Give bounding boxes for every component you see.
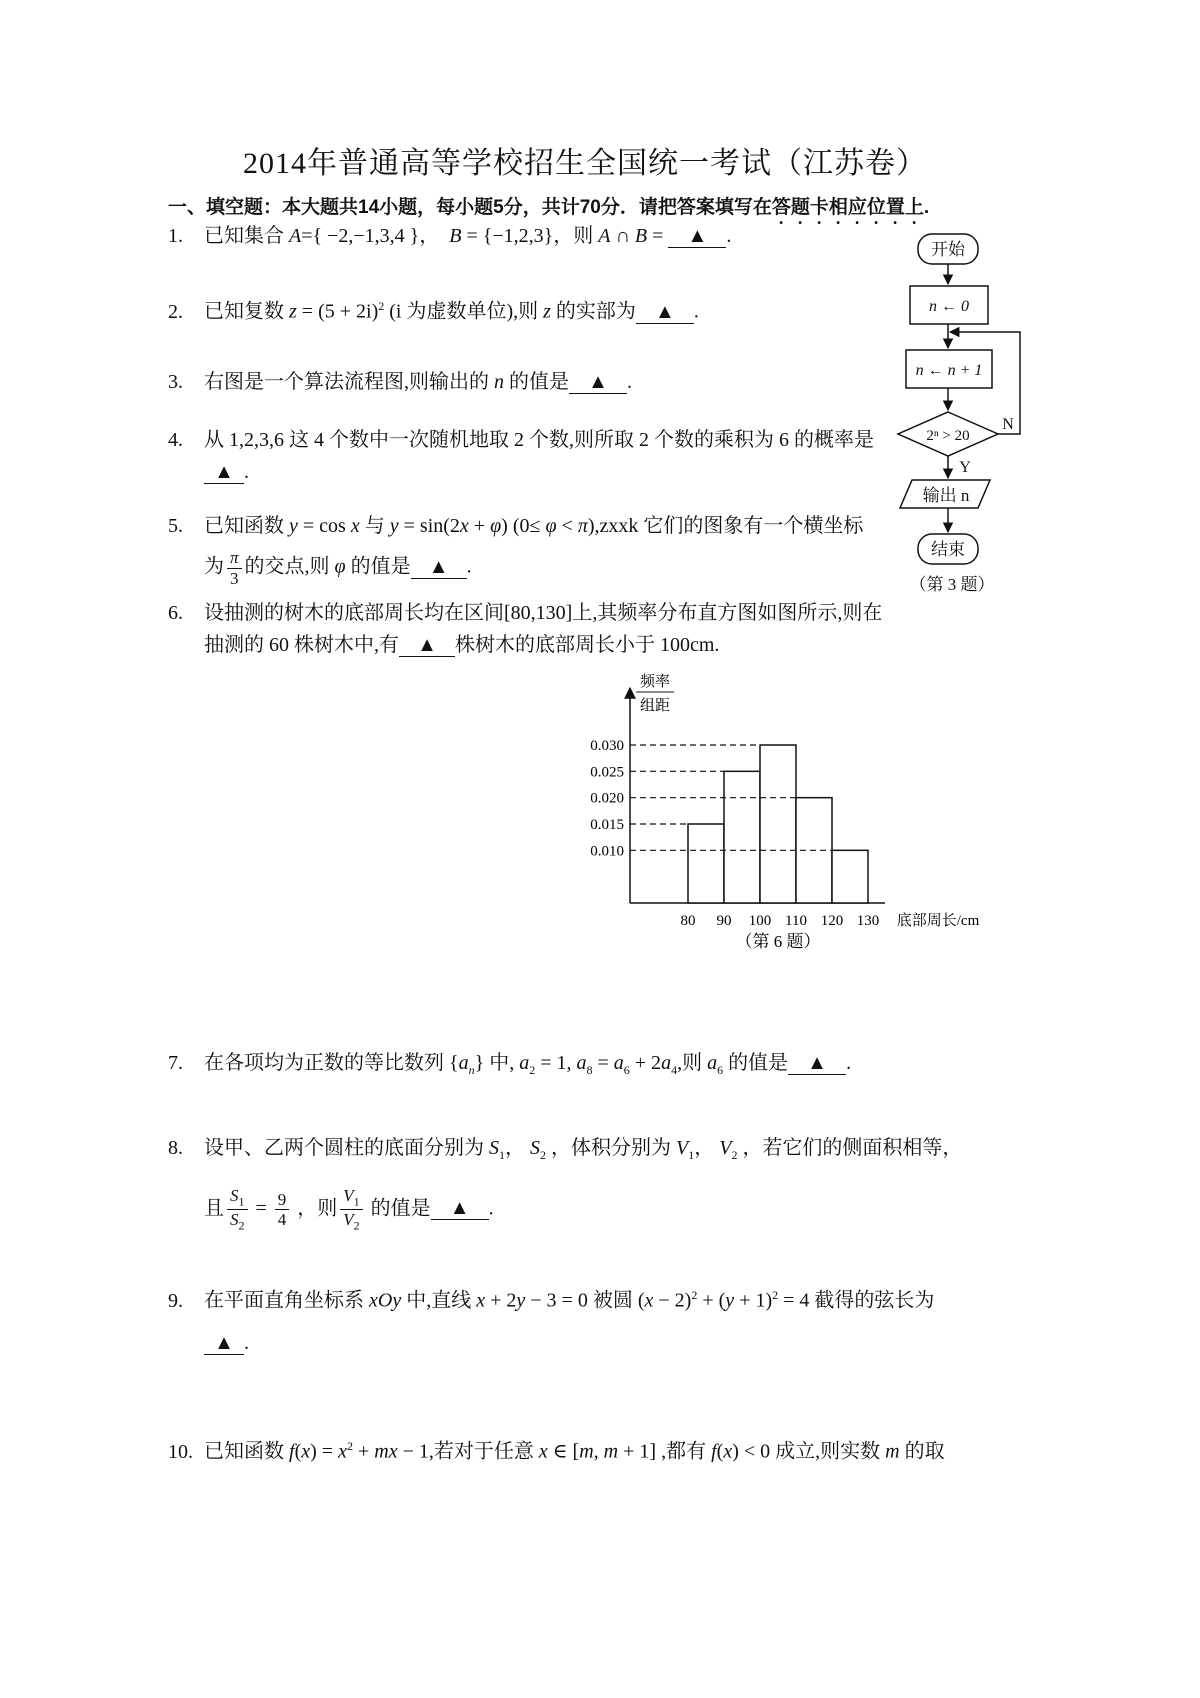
- histogram-y-tick-label: 0.015: [590, 817, 624, 833]
- answer-blank: ▲: [204, 1333, 244, 1355]
- histogram-y-tick-label: 0.010: [590, 843, 624, 860]
- section-heading-lead: 一、填空题：本大题共14小题，每小题5分，共计70分．请把答案填写在: [168, 197, 772, 218]
- question-6: 6. 设抽测的树木的底部周长均在区间[80,130]上,其频率分布直方图如图所示,则在: [168, 602, 883, 624]
- answer-blank: ▲: [636, 302, 694, 324]
- histogram-x-tick-label: 90: [716, 913, 732, 929]
- answer-blank: ▲: [431, 1198, 489, 1220]
- histogram-bar: [724, 771, 760, 903]
- question-7: 7. 在各项均为正数的等比数列 $\{a_n\}$ 中, $a_2 = 1$, $a_8 = a_6 + 2a_4$,则 $a_6$ 的值是 ▲ .: [168, 1052, 852, 1077]
- flowchart-start-label: 开始: [931, 240, 965, 259]
- section-heading-tail: .: [923, 197, 930, 218]
- flowchart-end-label: 结束: [931, 540, 965, 559]
- histogram-ylabel-bottom: 组距: [639, 698, 671, 714]
- flowchart-no-label: N: [1002, 416, 1014, 433]
- answer-blank: ▲: [569, 372, 627, 394]
- question-4: 4. 从 1,2,3,6 这 4 个数中一次随机地取 2 个数,则所取 2 个数的乘积为 6 的概率是: [168, 429, 874, 451]
- question-9-blank: ▲ .: [204, 1333, 249, 1355]
- flowchart-condition-label: 2ⁿ > 20: [926, 428, 970, 444]
- answer-blank: ▲: [788, 1053, 846, 1075]
- question-1: 1. 已知集合 A={ −2,−1,3,4 }， B = {−1,2,3}，则 A ∩ B = ▲ .: [168, 225, 732, 247]
- section-heading: [168, 192, 929, 229]
- question-4-blank: ▲ .: [204, 462, 249, 484]
- histogram-y-tick-label: 0.020: [590, 790, 624, 807]
- answer-blank: ▲: [399, 635, 455, 657]
- question-5-line2: 为 $\frac{\pi}{3}$ 的交点,则 φ 的值是 ▲ .: [204, 548, 472, 588]
- histogram-xlabel: 底部周长/cm: [896, 913, 980, 929]
- histogram-x-tick-label: 130: [856, 913, 880, 929]
- question-6-line2: 抽测的 60 株树木中,有 ▲ 株树木的底部周长小于 100cm.: [204, 634, 720, 656]
- answer-blank: ▲: [204, 462, 244, 484]
- question-9: 9. 在平面直角坐标系 xOy 中,直线 x + 2y − 3 = 0 被圆 $(x - 2)^2 + (y + 1)^2 = 4$ 截得的弦长为: [168, 1288, 935, 1312]
- flowchart-diagram: [890, 222, 1040, 597]
- flowchart-init-label: n ← 0: [929, 298, 969, 315]
- flowchart-yes-label: Y: [959, 459, 971, 476]
- flowchart-caption: （第 3 题）: [909, 575, 995, 594]
- histogram-caption: （第 6 题）: [735, 932, 821, 951]
- histogram-y-tick-label: 0.025: [590, 764, 624, 781]
- flowchart-step-label: n ← n + 1: [915, 362, 983, 379]
- question-3: 3. 右图是一个算法流程图,则输出的 n 的值是 ▲ .: [168, 371, 632, 393]
- histogram-x-tick-label: 100: [748, 913, 772, 929]
- question-8: 8. 设甲、乙两个圆柱的底面分别为 $S_1$， $S_2$ ，体积分别为 $V_1$， $V_2$ ，若它们的侧面积相等，: [168, 1137, 963, 1162]
- histogram-y-tick-label: 0.030: [590, 738, 624, 754]
- histogram-x-tick-label: 80: [680, 913, 696, 929]
- fraction-pi-over-3: $\frac{\pi}{3}$: [227, 548, 242, 588]
- histogram-chart: [560, 660, 1030, 960]
- flowchart-output-label: 输出 n: [922, 486, 970, 505]
- histogram-bar: [832, 850, 868, 903]
- section-heading-emphasis: 答题卡相应位置上: [771, 197, 924, 218]
- answer-blank: ▲: [668, 226, 726, 248]
- histogram-ylabel-top: 频率: [639, 674, 671, 690]
- histogram-x-tick-label: 110: [785, 913, 807, 929]
- page-title: 2014年普通高等学校招生全国统一考试（江苏卷）: [243, 147, 927, 180]
- question-8-line2: 且 $\frac{S_1}{S_2}$ = $\frac{9}{4}$ ，则 $\frac{V_1}{V_2}$ 的值是 ▲ .: [204, 1186, 494, 1233]
- histogram-bar: [760, 745, 796, 903]
- histogram-x-tick-label: 120: [820, 913, 844, 929]
- answer-blank: ▲: [411, 557, 467, 579]
- histogram-bar: [688, 824, 724, 903]
- question-10: 10. 已知函数 $f(x) = x^2$ + mx − 1,若对于任意 x ∈ [m, m + 1] ,都有 f(x) < 0 成立,则实数 m 的取: [168, 1439, 945, 1463]
- question-2: 2. 已知复数 $z = (5 + 2i)^2$ (i 为虚数单位),则 z 的实部为 ▲ .: [168, 299, 699, 323]
- question-5: 5. 已知函数 y = cos x 与 y = sin(2x + φ) (0≤ φ < π),zxxk 它们的图象有一个横坐标: [168, 515, 864, 537]
